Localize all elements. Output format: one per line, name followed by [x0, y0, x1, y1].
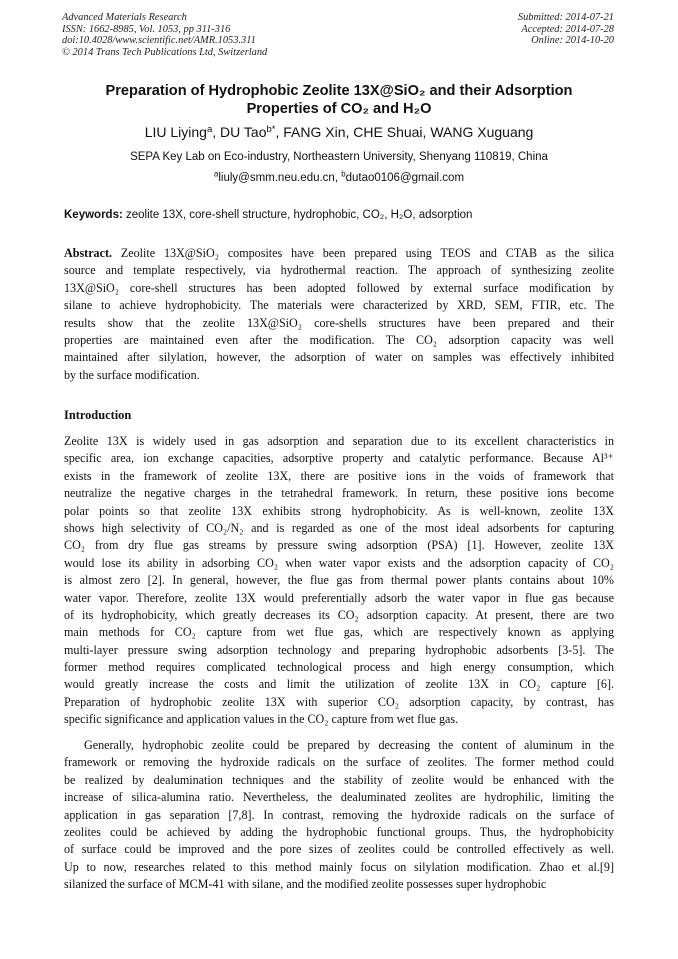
abstract-line: silane to achieve hydrophobicity. The materials were characterized by XRD, SEM, FTIR, etc. The: [64, 298, 614, 313]
keywords-text: zeolite 13X, core-shell structure, hydrophobic, CO₂, H₂O, adsorption: [126, 209, 473, 221]
abstract-text: Zeolite 13X@SiO₂ composites have been prepared using TEOS and CTAB as the silica: [112, 246, 614, 260]
journal-header-right: [518, 12, 614, 47]
intro-p2-line: Up to now, researches related to this method mainly focus on silylation modification. Zhao et al.[9]: [64, 859, 614, 874]
intro-p1-line: specific significance and application values in the CO₂ capture from wet flue gas.: [64, 712, 459, 727]
keywords: [64, 208, 624, 222]
author-2-mark: b*: [266, 123, 276, 135]
intro-p1-line: polar points so that zeolite 13X exhibits strong hydrophobicity. As is well-known, zeolite 13X: [64, 503, 614, 518]
intro-p1-line: multi-layer pressure swing adsorption technology and preparing hydrophobic adsorbents [3-5]. The: [64, 642, 614, 657]
intro-p1-line: CO₂ from dry flue gas streams by pressure swing adsorption (PSA) [1]. However, zeolite 13X: [64, 538, 614, 553]
email-b[interactable]: dutao0106@gmail.com: [345, 172, 465, 184]
intro-p2-line: silanized the surface of MCM-41 with silane, and the modified zeolite possesses super hydrophobic: [64, 877, 547, 892]
introduction-heading: Introduction: [64, 408, 132, 422]
intro-p2-line: of surface could be improved and the pore sizes of zeolites could be controlled effectively as well.: [64, 842, 614, 857]
intro-p1-line: would lose its ability in adsorbing CO₂ when water vapor exists and the adsorption capacity of CO₂: [64, 555, 614, 570]
intro-p2-line: Generally, hydrophobic zeolite could be prepared by decreasing the content of aluminum in the: [84, 738, 614, 752]
submitted-date: Submitted: 2014-07-21: [517, 12, 614, 23]
intro-p2-line: zeolites could be achieved by adding the hydrophobic functional groups. Thus, the hydrophobicity: [64, 824, 614, 839]
intro-p1-line: Preparation of hydrophobic zeolite 13X with superior CO₂ adsorption capacity, by contrast, has: [64, 694, 614, 709]
affiliation: SEPA Key Lab on Eco-industry, Northeastern University, Shenyang 110819, China: [130, 151, 548, 163]
intro-p1-line: Zeolite 13X is widely used in gas adsorption and separation due to its excellent characteristics in: [64, 434, 614, 448]
intro-p1-line: former method requires complicated technological process and high energy consumption, which: [64, 660, 614, 675]
abstract-line: source and template respectively, via hydrothermal reaction. The approach of synthesizing zeolite: [64, 263, 614, 278]
journal-copyright: © 2014 Trans Tech Publications Ltd, Switzerland: [62, 46, 268, 58]
journal-doi: doi:10.4028/www.scientific.net/AMR.1053.311: [62, 35, 256, 47]
email-b-mark: b: [341, 169, 346, 179]
introduction-paragraph-1: [64, 433, 614, 729]
journal-issn: ISSN: 1662-8985, Vol. 1053, pp 311-316: [62, 23, 231, 35]
intro-p1-line: water vapor. Therefore, zeolite 13X would preferentially adsorb the water vapor in flue gas because: [64, 590, 614, 605]
intro-p2-line: be realized by dealumination techniques and the stability of zeolite would be enhanced with the: [64, 772, 614, 787]
accepted-date: Accepted: 2014-07-28: [521, 23, 614, 35]
intro-p1-line: is almost zero [2]. In general, however, the flue gas from thermal power plants contains about 10%: [64, 573, 614, 588]
author-list: LIU Liying$^a$, DU Tao$^{b*}$, FANG Xin, CHE Shuai, WANG Xuguang: [144, 123, 534, 140]
author-emails: [40, 171, 638, 185]
intro-p1-line: specific area, ion exchange capacities, adsorptive property and catalytic performance. Because Al³⁺: [64, 451, 614, 466]
intro-p1-line: of its hydrophobicity, which greatly decreases its CO₂ adsorption capacity. At present, there are two: [64, 607, 614, 622]
author-2: DU Tao: [220, 124, 267, 140]
intro-p1-line: would greatly increase the costs and limit the utilization of zeolite 13X in CO₂ capture [6].: [64, 677, 614, 692]
introduction-paragraph-2: [64, 737, 614, 894]
abstract-line: results show that the zeolite 13X@SiO₂ core-shells structures have been prepared and their: [64, 315, 614, 330]
intro-p2-line: increase of silica-alumina ratio. Nevertheless, the dealuminated zeolites are hydrophilic, limiting the: [64, 790, 614, 805]
email-a-mark: a: [213, 169, 219, 179]
intro-p2-line: application in gas separation [7,8]. In contrast, removing the hydroxide radicals on the surface of: [64, 807, 614, 822]
email-a[interactable]: liuly@smm.neu.edu.cn,: [218, 172, 339, 184]
abstract-line: 13X@SiO₂ core-shell structures has been adopted followed by external surface modification by: [64, 280, 614, 295]
intro-p1-line: neutralize the negative charges in the tetrahedral framework. In return, these positive ions become: [64, 486, 614, 501]
other-authors: FANG Xin, CHE Shuai, WANG Xuguang: [283, 124, 534, 140]
intro-p1-line: shows high selectivity of CO₂/N₂ and is regarded as one of the most ideal adsorbents for capturing: [64, 520, 614, 535]
online-date: Online: 2014-10-20: [531, 35, 614, 47]
intro-p2-line: framework or removing the hydroxide radicals on the surface of zeolites. The former method could: [64, 755, 614, 770]
keywords-label: Keywords:: [64, 209, 123, 221]
title-line-1: Preparation of Hydrophobic Zeolite 13X@SiO₂ and their Adsorption: [105, 83, 573, 99]
abstract-line: by the surface modification.: [64, 367, 200, 382]
journal-header-left: [62, 12, 267, 58]
abstract-line: properties are maintained even after the modification. The CO₂ adsorption capacity was well: [64, 332, 614, 347]
journal-name: Advanced Materials Research: [62, 12, 187, 23]
abstract-line: [64, 245, 614, 262]
abstract-line: maintained after silylation, however, the adsorption of water on samples was effectively inhibited: [64, 350, 614, 365]
title-line-2: Properties of CO₂ and H₂O: [246, 100, 432, 117]
author-1-mark: a: [206, 123, 213, 135]
intro-p1-line: exists in the framework of zeolite 13X, there are positive ions in the voids of framework that: [64, 468, 614, 483]
abstract-label: Abstract.: [64, 246, 113, 260]
abstract: [64, 245, 614, 384]
intro-p1-line: main methods for CO₂ capture from wet flue gas, which are respectively known as applying: [64, 625, 614, 640]
author-1: LIU Liying: [144, 124, 207, 140]
paper-title: [40, 83, 638, 118]
